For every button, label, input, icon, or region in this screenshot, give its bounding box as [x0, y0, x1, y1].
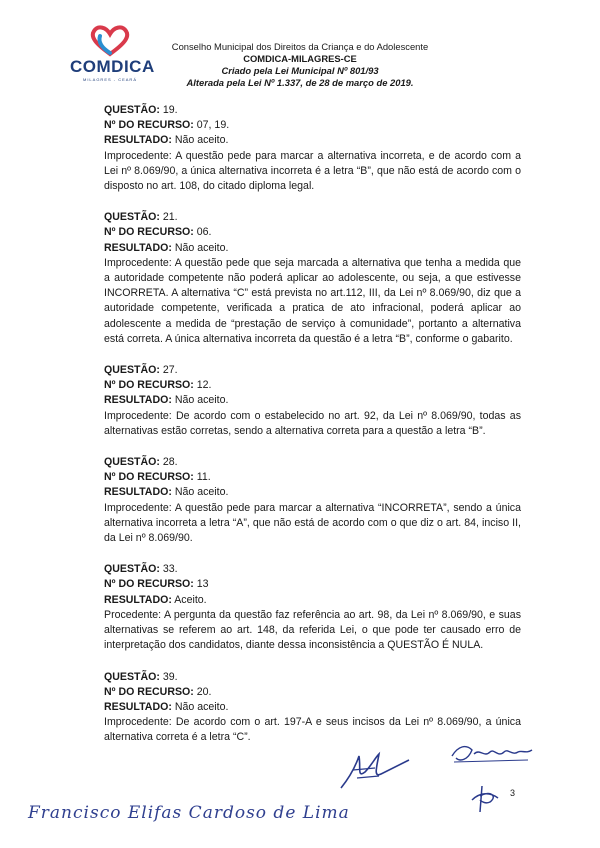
- question-block: [104, 210, 521, 347]
- signature-scribble-1: [335, 748, 415, 796]
- result-value: Não aceito.: [174, 134, 229, 147]
- justification-text: Improcedente: A questão pede para marcar a alternativa incorreta, e de acordo com a Lei nº 8.069/90, a única alternativa incorreta é a letra “B”, que não está de acordo com o disposto no art. 108, do citado diploma legal.: [104, 149, 521, 193]
- justification-text: Improcedente: De acordo com o estabelecido no art. 92, da Lei nº 8.069/90, todas as alternativas estão corretas, sendo a alternativa correta para a questão a letra “B”.: [104, 409, 521, 437]
- question-number: 19.: [162, 104, 178, 116]
- question-number: 39.: [162, 670, 178, 683]
- result-label: RESULTADO:: [104, 486, 172, 499]
- appeal-numbers: 13: [196, 578, 209, 591]
- appeal-numbers: 06.: [196, 226, 212, 239]
- question-block: [104, 455, 521, 546]
- appeal-numbers: 07, 19.: [196, 119, 230, 132]
- result-label: RESULTADO:: [104, 700, 172, 713]
- justification-text: Procedente: A pergunta da questão faz referência ao art. 98, da Lei nº 8.069/90, e suas alternativas se referem ao art. 148, da referida Lei, o que pode ter causado erro de interpretação dos candidatos, diante dessa inconsistência a QUESTÃO É NULA.: [104, 608, 521, 652]
- justification-text: Improcedente: A questão pede que seja marcada a alternativa que tenha a medida que a autoridade competente não poderá aplicar ao adolescente, ou seja, a que estivesse INCORRETA. A alternativa “C” está prevista no art.112, III, da Lei nº 8.069/90, diz que a autoridade competente, verificada a pratica de ato infracional, poderá aplicar ao adolescente a medida de “prestação de serviço à comunidade”, portanto a alternativa está correta. A única alternativa incorreta da questão é a letra “B”, conforme o gabarito.: [104, 256, 521, 345]
- appeal-line: [104, 118, 521, 133]
- creation-law: Criado pela Lei Municipal Nº 801/93: [221, 65, 379, 76]
- result-label: RESULTADO:: [104, 394, 172, 407]
- appeal-numbers: 20.: [196, 685, 212, 698]
- header-title-block: [150, 41, 450, 89]
- result-label: RESULTADO:: [104, 241, 172, 254]
- result-label: RESULTADO:: [104, 593, 172, 606]
- result-line: [104, 241, 521, 256]
- logo-subtext: MILAGRES - CEARÁ: [82, 77, 137, 82]
- result-line: [104, 485, 521, 500]
- question-number: 27.: [162, 364, 178, 377]
- appeal-label: Nº DO RECURSO:: [104, 685, 194, 698]
- question-number: 33.: [162, 563, 178, 576]
- comdica-logo: [70, 24, 155, 84]
- question-label: QUESTÃO:: [104, 563, 160, 576]
- council-name: Conselho Municipal dos Direitos da Criança e do Adolescente: [171, 41, 429, 52]
- question-block: [104, 363, 521, 439]
- question-line: [104, 455, 521, 470]
- question-line: [104, 210, 521, 225]
- question-number: 28.: [162, 456, 178, 469]
- appeal-numbers: 11.: [196, 471, 211, 484]
- appeal-numbers: 12.: [196, 379, 212, 392]
- question-label: QUESTÃO:: [104, 211, 160, 224]
- question-line: [104, 562, 521, 577]
- initials-scribble: [468, 782, 508, 816]
- handwritten-name-signature: Francisco Elifas Cardoso de Lima: [28, 803, 350, 823]
- question-block: [104, 103, 521, 194]
- question-line: [104, 670, 521, 685]
- appeal-line: [104, 577, 521, 592]
- appeal-label: Nº DO RECURSO:: [104, 226, 194, 239]
- question-label: QUESTÃO:: [104, 670, 160, 683]
- result-value: Aceito.: [174, 593, 207, 606]
- result-label: RESULTADO:: [104, 134, 172, 147]
- result-value: Não aceito.: [174, 486, 229, 499]
- page-number: 3: [510, 788, 516, 798]
- appeal-results: [104, 103, 521, 762]
- result-value: Não aceito.: [174, 241, 229, 254]
- council-acronym: COMDICA-MILAGRES-CE: [243, 53, 357, 64]
- appeal-label: Nº DO RECURSO:: [104, 119, 194, 132]
- heart-logo-icon: [88, 24, 132, 58]
- appeal-line: [104, 470, 521, 485]
- result-value: Não aceito.: [174, 700, 229, 713]
- question-block: [104, 562, 521, 653]
- appeal-line: [104, 378, 521, 393]
- result-value: Não aceito.: [174, 394, 229, 407]
- amendment-law: Alterada pela Lei Nº 1.337, de 28 de março de 2019.: [186, 77, 414, 88]
- question-line: [104, 363, 521, 378]
- appeal-line: [104, 225, 521, 240]
- appeal-label: Nº DO RECURSO:: [104, 379, 194, 392]
- justification-text: Improcedente: A questão pede para marcar a alternativa “INCORRETA”, sendo a única alternativa incorreta a letra “A”, que não está de acordo com o que diz o art. 84, inciso II, da Lei nº 8.069/90.: [104, 501, 521, 545]
- result-line: [104, 700, 521, 715]
- justification-text: Improcedente: De acordo com o art. 197-A e seus incisos da Lei nº 8.069/90, a única alternativa correta é a letra “C”.: [104, 716, 521, 744]
- question-label: QUESTÃO:: [104, 364, 160, 377]
- question-block: [104, 670, 521, 746]
- result-line: [104, 133, 521, 148]
- appeal-line: [104, 685, 521, 700]
- signature-scribble-2: [448, 740, 538, 768]
- question-label: QUESTÃO:: [104, 104, 160, 116]
- document-header: [0, 0, 600, 100]
- appeal-label: Nº DO RECURSO:: [104, 578, 194, 591]
- logo-wordmark: COMDICA: [70, 57, 155, 76]
- result-line: [104, 393, 521, 408]
- appeal-label: Nº DO RECURSO:: [104, 471, 194, 484]
- result-line: [104, 593, 521, 608]
- question-line: [104, 103, 521, 118]
- question-number: 21.: [162, 211, 178, 224]
- question-label: QUESTÃO:: [104, 456, 160, 469]
